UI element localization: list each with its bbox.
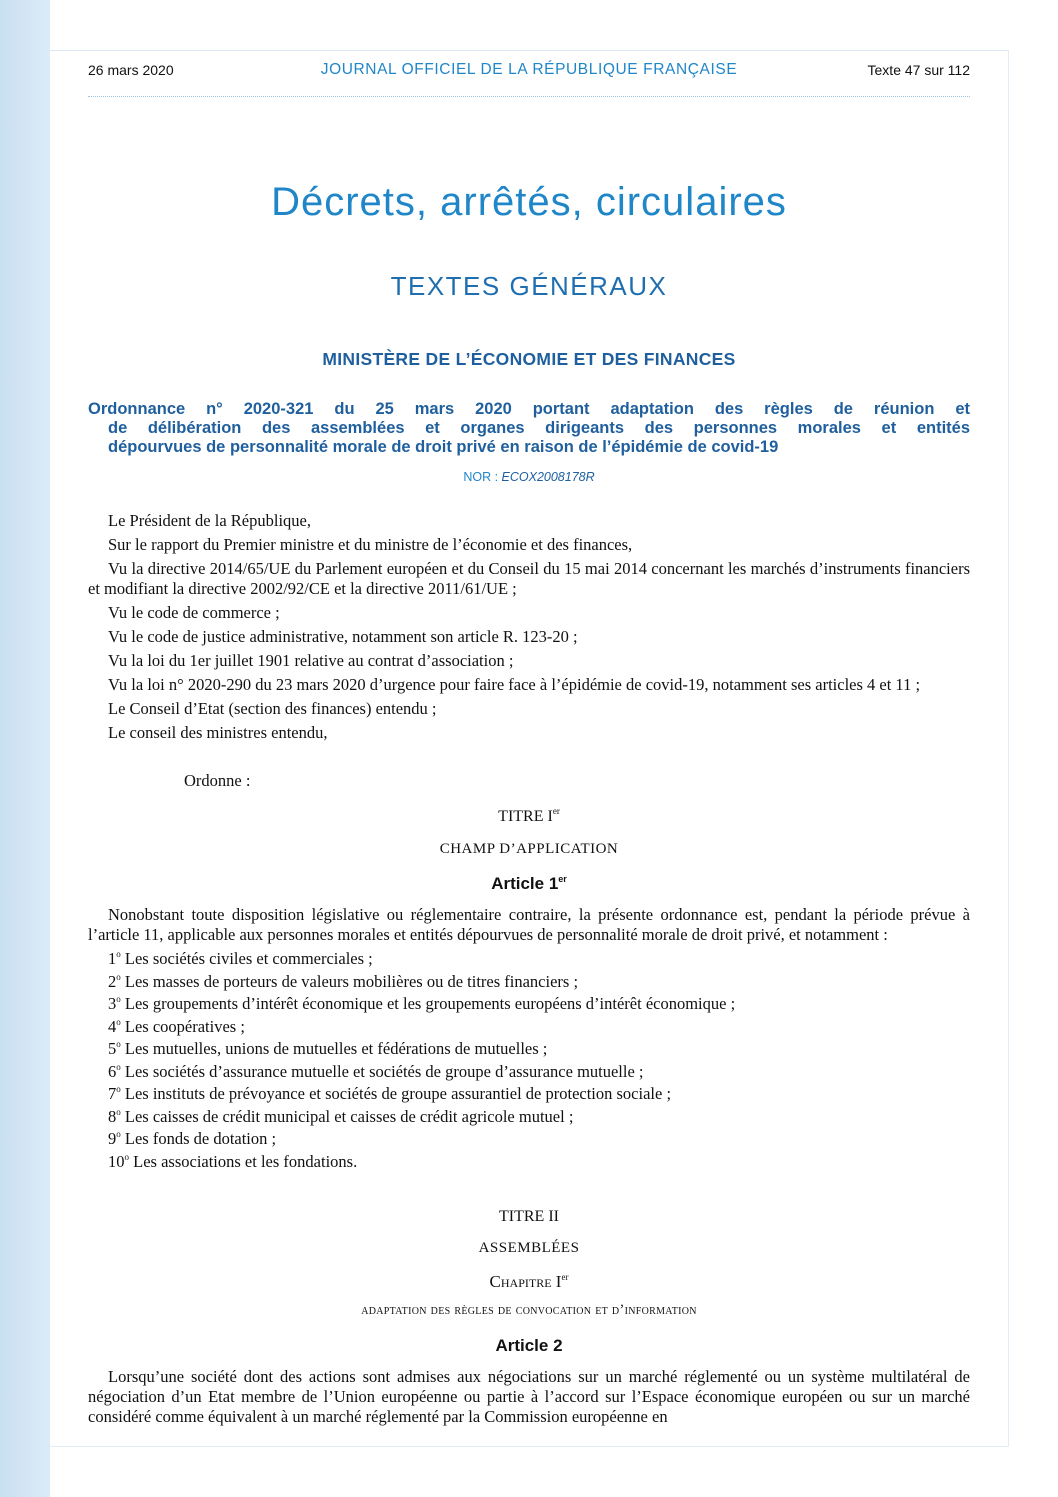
preamble-line: Vu la loi n° 2020-290 du 23 mars 2020 d’urgence pour faire face à l’épidémie de covid-19, notamment ses articles 4 et 11 ; <box>108 675 921 694</box>
left-margin-band <box>0 0 50 1497</box>
list-item-number: 6 <box>108 1061 117 1081</box>
ordinal-mark: o <box>116 949 121 959</box>
ordinal-mark: o <box>116 1016 121 1027</box>
titre-1-label <box>88 808 970 826</box>
list-item-text: Les sociétés civiles et commerciales ; <box>120 949 373 968</box>
chapitre-1-label: Chapitre I <box>489 1272 562 1291</box>
list-item-number: 5 <box>108 1039 117 1058</box>
ordinal-mark: o <box>116 1061 121 1072</box>
list-item-number: 10 <box>108 1151 125 1171</box>
article-1-sup: er <box>558 874 567 884</box>
list-item-number: 7 <box>108 1084 117 1103</box>
section-title: Décrets, arrêtés, circulaires <box>271 180 787 224</box>
ministry-heading: MINISTÈRE DE L’ÉCONOMIE ET DES FINANCES <box>322 349 736 369</box>
chapitre-1-heading <box>88 1272 970 1292</box>
list-item-text: Les instituts de prévoyance et sociétés de groupe assurantiel de protection sociale ; <box>120 1084 672 1103</box>
list-item-number: 9 <box>108 1129 117 1148</box>
nor-value: ECOX2008178R <box>501 470 595 484</box>
article-1-label: Article 1 <box>491 874 559 893</box>
preamble-line: Vu la directive 2014/65/UE du Parlement européen et du Conseil du 15 mai 2014 concernant les marchés d’instruments financiers et modifiant la directive 2002/92/CE et la directive 2011/61/UE ; <box>88 559 970 598</box>
list-item-text: Les sociétés d’assurance mutuelle et sociétés de groupe d’assurance mutuelle ; <box>120 1061 644 1081</box>
list-item <box>88 1152 970 1172</box>
ordonnance-title-line: de délibération des assemblées et organes dirigeants des personnes morales et entités <box>108 419 970 437</box>
section-subtitle: TEXTES GÉNÉRAUX <box>390 271 668 301</box>
chapitre-1-subheading: adaptation des règles de convocation et d’information <box>361 1302 697 1318</box>
list-item-text: Les fonds de dotation ; <box>120 1129 277 1148</box>
list-item <box>88 972 970 992</box>
ordonnance-title-line: dépourvues de personnalité morale de droit privé en raison de l’épidémie de covid-19 <box>108 438 779 456</box>
chapitre-1-sup: er <box>561 1272 569 1282</box>
titre-2-heading: ASSEMBLÉES <box>478 1240 580 1256</box>
page-frame <box>50 50 1009 1447</box>
list-item <box>88 1107 970 1127</box>
titre-1-heading: CHAMP D’APPLICATION <box>439 841 619 857</box>
ordinal-mark: o <box>124 1151 129 1162</box>
preamble <box>88 511 970 747</box>
list-item-text: Les caisses de crédit municipal et caisses de crédit agricole mutuel ; <box>120 1106 574 1126</box>
titre-2-label: TITRE II <box>499 1208 559 1225</box>
preamble-line: Le Président de la République, <box>108 511 311 530</box>
list-item-text: Les mutuelles, unions de mutuelles et fédérations de mutuelles ; <box>120 1039 548 1058</box>
header-date: 26 mars 2020 <box>88 62 174 78</box>
list-item-text: Les masses de porteurs de valeurs mobilières ou de titres financiers ; <box>120 971 579 991</box>
ordinal-mark: o <box>116 1039 121 1049</box>
list-item-text: Les coopératives ; <box>120 1016 245 1036</box>
preamble-line: Le conseil des ministres entendu, <box>108 723 328 742</box>
preamble-line: Vu la loi du 1er juillet 1901 relative au contrat d’association ; <box>108 651 514 670</box>
article-1-body <box>88 905 970 1174</box>
ordinal-mark: o <box>116 1084 121 1094</box>
header-divider <box>88 96 970 97</box>
preamble-line: Le Conseil d’Etat (section des finances) entendu ; <box>108 699 437 718</box>
list-item <box>88 1039 970 1059</box>
article-1-intro: Nonobstant toute disposition législative ou réglementaire contraire, la présente ordonnance est, pendant la période prévue à l’article 11, applicable aux personnes morales et entités dépourvues de personnalité morale de droit privé, et notamment : <box>88 905 970 944</box>
ordinal-mark: o <box>116 971 121 982</box>
preamble-line: Sur le rapport du Premier ministre et du ministre de l’économie et des finances, <box>108 535 633 554</box>
ordonnance-title <box>88 400 970 457</box>
list-item <box>88 949 970 969</box>
list-item <box>88 994 970 1014</box>
article-1-heading <box>88 874 970 894</box>
list-item-number: 1 <box>108 949 117 968</box>
list-item <box>88 1062 970 1082</box>
header-text-number: Texte 47 sur 112 <box>867 62 970 78</box>
list-item-number: 4 <box>108 1016 117 1036</box>
list-item-number: 8 <box>108 1106 117 1126</box>
article-2-heading: Article 2 <box>495 1336 563 1355</box>
ordonne-line: Ordonne : <box>184 771 251 790</box>
list-item <box>88 1017 970 1037</box>
article-2-body <box>88 1367 970 1427</box>
titre-1-text: TITRE I <box>498 808 553 825</box>
list-item-text: Les groupements d’intérêt économique et les groupements européens d’intérêt économique ; <box>120 994 736 1013</box>
list-item-number: 2 <box>108 971 117 991</box>
titre-1-sup: er <box>552 806 560 816</box>
article-1-list <box>88 949 970 1172</box>
list-item-number: 3 <box>108 994 117 1013</box>
article-2-text: Lorsqu’une société dont des actions sont admises aux négociations sur un marché réglementé ou un système multilatéral de négociation d’un Etat membre de l’Union européenne ou partie à l’accord sur l’Espace économique européen ou sur un marché considéré comme équivalent à un marché réglementé par la Commission européenne en <box>88 1367 970 1426</box>
nor-reference <box>88 470 970 484</box>
ordinal-mark: o <box>116 1106 121 1117</box>
list-item-text: Les associations et les fondations. <box>129 1151 358 1171</box>
header-journal-title: JOURNAL OFFICIEL DE LA RÉPUBLIQUE FRANÇAISE <box>320 61 738 78</box>
ordinal-mark: o <box>116 1129 121 1139</box>
page-header <box>88 62 970 84</box>
list-item <box>88 1084 970 1104</box>
ordonnance-title-line: Ordonnance n° 2020-321 du 25 mars 2020 portant adaptation des règles de réunion et <box>88 400 970 418</box>
list-item <box>88 1129 970 1149</box>
preamble-line: Vu le code de justice administrative, notamment son article R. 123-20 ; <box>108 627 578 646</box>
nor-label: NOR : <box>463 470 502 484</box>
ordinal-mark: o <box>116 994 121 1004</box>
preamble-line: Vu le code de commerce ; <box>108 603 280 622</box>
